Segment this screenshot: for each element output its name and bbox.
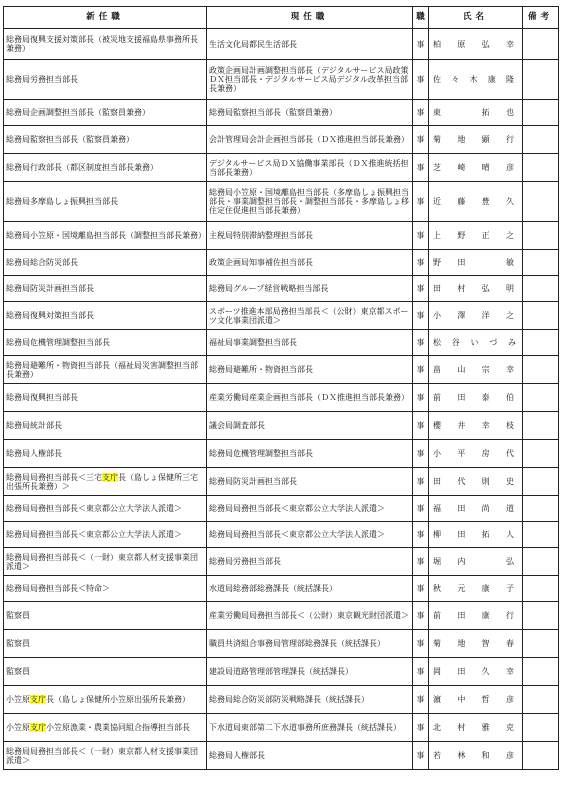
name-cell: 前田泰伯 — [429, 384, 523, 412]
table-row — [4, 250, 559, 276]
new-post-cell — [4, 686, 207, 714]
type-cell: 事 — [413, 686, 429, 714]
current-post-cell: 建設局道路管理部管理課長（統括課長） — [207, 658, 413, 686]
remarks-cell — [523, 576, 559, 602]
remarks-cell — [523, 302, 559, 330]
current-post-cell: デジタルサービス局ＤＸ協働事業部長（ＤＸ推進統括担当部長兼務） — [207, 154, 413, 182]
new-post-cell: 総務局労務担当部長 — [4, 60, 207, 100]
name-cell: 濵中哲彦 — [429, 686, 523, 714]
type-cell: 事 — [413, 630, 429, 658]
new-post-cell — [4, 714, 207, 742]
table-row — [4, 126, 559, 154]
table-row — [4, 686, 559, 714]
personnel-table-page — [3, 6, 558, 770]
name-cell: 畠山宗幸 — [429, 356, 523, 384]
new-post-cell: 総務局復興担当部長 — [4, 384, 207, 412]
remarks-cell — [523, 440, 559, 468]
name-cell: 北村雅克 — [429, 714, 523, 742]
table-row — [4, 440, 559, 468]
type-cell: 事 — [413, 658, 429, 686]
table-row — [4, 222, 559, 250]
table-row — [4, 154, 559, 182]
table-row — [4, 714, 559, 742]
current-post-cell: 下水道局東部第二下水道事務所庶務課長（統括課長） — [207, 714, 413, 742]
name-cell: 若林和彦 — [429, 742, 523, 770]
type-cell: 事 — [413, 330, 429, 356]
name-cell: 上野正之 — [429, 222, 523, 250]
table-row — [4, 302, 559, 330]
table-header-row — [4, 7, 559, 29]
table-row — [4, 384, 559, 412]
new-post-cell: 総務局復興支援対策部長（被災地支援福島県事務所長兼務） — [4, 29, 207, 60]
remarks-cell — [523, 154, 559, 182]
current-post-cell: 職員共済組合事務局管理部総務課長（統括課長） — [207, 630, 413, 658]
current-post-cell: 主税局特別滞納整理担当部長 — [207, 222, 413, 250]
table-row — [4, 29, 559, 60]
new-post-cell: 総務局総合防災部長 — [4, 250, 207, 276]
table-row — [4, 742, 559, 770]
current-post-cell: 産業労働局産業企画担当部長（ＤＸ推進担当部長兼務） — [207, 384, 413, 412]
new-post-cell: 総務局復興対策担当部長 — [4, 302, 207, 330]
remarks-cell — [523, 356, 559, 384]
new-post-cell: 総務局局務担当部長＜東京都公立大学法人派遣＞ — [4, 522, 207, 548]
name-cell: 野田 敏 — [429, 250, 523, 276]
highlighted-text: 支庁 — [30, 723, 46, 732]
name-cell: 東 拓也 — [429, 100, 523, 126]
new-post-cell: 総務局行政部長（都区制度担当部長兼務） — [4, 154, 207, 182]
name-cell: 田村弘明 — [429, 276, 523, 302]
remarks-cell — [523, 630, 559, 658]
type-cell: 事 — [413, 182, 429, 222]
remarks-cell — [523, 468, 559, 496]
current-post-cell: 総務局危機管理調整担当部長 — [207, 440, 413, 468]
current-post-cell: 生活文化局都民生活部長 — [207, 29, 413, 60]
remarks-cell — [523, 496, 559, 522]
table-row — [4, 496, 559, 522]
remarks-cell — [523, 548, 559, 576]
type-cell: 事 — [413, 154, 429, 182]
remarks-cell — [523, 742, 559, 770]
type-cell: 事 — [413, 126, 429, 154]
type-cell: 事 — [413, 496, 429, 522]
current-post-cell: 総務局労務担当部長 — [207, 548, 413, 576]
name-cell: 小平房代 — [429, 440, 523, 468]
table-row — [4, 602, 559, 630]
type-cell: 事 — [413, 602, 429, 630]
table-row — [4, 522, 559, 548]
name-cell: 芝崎晴彦 — [429, 154, 523, 182]
new-post-cell: 総務局監察担当部長（監察員兼務） — [4, 126, 207, 154]
type-cell: 事 — [413, 100, 429, 126]
current-post-cell: 総務局小笠原・国境離島担当部長（多摩島しょ振興担当部長・事業調整担当部長・調整担当部長・多摩島しょ移住定住促進担当部長兼務） — [207, 182, 413, 222]
current-post-cell: 政策企画局知事補佐担当部長 — [207, 250, 413, 276]
type-cell: 事 — [413, 250, 429, 276]
remarks-cell — [523, 182, 559, 222]
current-post-cell: 福祉局事業調整担当部長 — [207, 330, 413, 356]
current-post-cell: 総務局監察担当部長（監察員兼務） — [207, 100, 413, 126]
new-post-cell: 総務局小笠原・国境離島担当部長（調整担当部長兼務） — [4, 222, 207, 250]
type-cell: 事 — [413, 356, 429, 384]
current-post-cell: 総務局人権部長 — [207, 742, 413, 770]
highlighted-text: 支庁 — [102, 472, 118, 482]
new-post-text: 小笠原 — [6, 695, 30, 704]
type-cell: 事 — [413, 384, 429, 412]
name-cell: 田代則史 — [429, 468, 523, 496]
remarks-cell — [523, 29, 559, 60]
table-row — [4, 658, 559, 686]
new-post-cell: 監察員 — [4, 630, 207, 658]
current-post-cell: 議会局調査部長 — [207, 412, 413, 440]
new-post-cell: 総務局防災計画担当部長 — [4, 276, 207, 302]
name-cell: 柳田拓人 — [429, 522, 523, 548]
current-post-cell: 総務局局務担当部長＜東京都公立大学法人派遣＞ — [207, 496, 413, 522]
table-row — [4, 630, 559, 658]
remarks-cell — [523, 602, 559, 630]
name-cell: 佐々木康隆 — [429, 60, 523, 100]
table-row — [4, 548, 559, 576]
new-post-cell: 総務局危機管理調整担当部長 — [4, 330, 207, 356]
new-post-cell: 総務局局務担当部長＜（一財）東京都人材支援事業団派遣＞ — [4, 742, 207, 770]
type-cell: 事 — [413, 440, 429, 468]
current-post-cell: 総務局防災計画担当部長 — [207, 468, 413, 496]
header-name: 氏名 — [429, 7, 523, 29]
table-row — [4, 330, 559, 356]
type-cell: 事 — [413, 742, 429, 770]
remarks-cell — [523, 60, 559, 100]
current-post-cell: 会計管理局会計企画担当部長（ＤＸ推進担当部長兼務） — [207, 126, 413, 154]
remarks-cell — [523, 384, 559, 412]
current-post-cell: スポーツ推進本部局務担当部長＜（公財）東京都スポーツ文化事業団派遣＞ — [207, 302, 413, 330]
table-row — [4, 60, 559, 100]
highlighted-text: 支庁 — [30, 695, 46, 704]
type-cell: 事 — [413, 714, 429, 742]
new-post-cell: 監察員 — [4, 602, 207, 630]
type-cell: 事 — [413, 412, 429, 440]
table-row — [4, 100, 559, 126]
table-row — [4, 576, 559, 602]
current-post-cell: 総務局局務担当部長＜東京都公立大学法人派遣＞ — [207, 522, 413, 548]
type-cell: 事 — [413, 276, 429, 302]
name-cell: 福田尚道 — [429, 496, 523, 522]
name-cell: 前田康行 — [429, 602, 523, 630]
new-post-text: 小笠原 — [6, 723, 30, 732]
current-post-cell: 水道局総務部総務課長（統括課長） — [207, 576, 413, 602]
remarks-cell — [523, 276, 559, 302]
name-cell: 堀内 弘 — [429, 548, 523, 576]
name-cell: 菊地智春 — [429, 630, 523, 658]
header-remarks: 備考 — [523, 7, 559, 29]
remarks-cell — [523, 714, 559, 742]
remarks-cell — [523, 126, 559, 154]
type-cell: 事 — [413, 29, 429, 60]
name-cell: 小澤洋之 — [429, 302, 523, 330]
new-post-cell: 総務局統計部長 — [4, 412, 207, 440]
new-post-cell: 総務局避難所・物資担当部長（福祉局災害調整担当部長兼務） — [4, 356, 207, 384]
name-cell: 柏原弘幸 — [429, 29, 523, 60]
table-row — [4, 276, 559, 302]
header-current-post: 現任職 — [207, 7, 413, 29]
remarks-cell — [523, 250, 559, 276]
remarks-cell — [523, 100, 559, 126]
current-post-cell: 総務局避難所・物資担当部長 — [207, 356, 413, 384]
header-type: 職 — [413, 7, 429, 29]
new-post-cell: 総務局人権部長 — [4, 440, 207, 468]
current-post-cell: 産業労働局局務担当部長＜（公財）東京観光財団派遣＞ — [207, 602, 413, 630]
name-cell: 岡田久幸 — [429, 658, 523, 686]
remarks-cell — [523, 658, 559, 686]
name-cell: 松谷いづみ — [429, 330, 523, 356]
type-cell: 事 — [413, 576, 429, 602]
remarks-cell — [523, 330, 559, 356]
current-post-cell: 総務局グループ経営戦略担当部長 — [207, 276, 413, 302]
new-post-cell: 総務局多摩島しょ振興担当部長 — [4, 182, 207, 222]
new-post-cell: 総務局局務担当部長＜（一財）東京都人材支援事業団派遣＞ — [4, 548, 207, 576]
new-post-cell: 総務局局務担当部長＜東京都公立大学法人派遣＞ — [4, 496, 207, 522]
type-cell: 事 — [413, 522, 429, 548]
header-new-post: 新任職 — [4, 7, 207, 29]
new-post-text: 長（島しょ保健所小笠原出張所長兼務） — [46, 695, 190, 704]
new-post-text: 総務局局務担当部長＜三宅 — [6, 472, 102, 482]
type-cell: 事 — [413, 468, 429, 496]
type-cell: 事 — [413, 548, 429, 576]
new-post-cell: 総務局局務担当部長＜特命＞ — [4, 576, 207, 602]
name-cell: 菊地顕行 — [429, 126, 523, 154]
remarks-cell — [523, 686, 559, 714]
name-cell: 秋元康子 — [429, 576, 523, 602]
type-cell: 事 — [413, 222, 429, 250]
new-post-text: 長（島しょ保健所三宅出張所長兼務）＞ — [6, 472, 198, 491]
remarks-cell — [523, 222, 559, 250]
remarks-cell — [523, 522, 559, 548]
new-post-cell: 監察員 — [4, 658, 207, 686]
type-cell: 事 — [413, 302, 429, 330]
type-cell: 事 — [413, 60, 429, 100]
table-row — [4, 412, 559, 440]
personnel-table — [3, 6, 559, 770]
new-post-cell: 総務局企画調整担当部長（監察員兼務） — [4, 100, 207, 126]
table-row — [4, 468, 559, 496]
name-cell: 近藤豊久 — [429, 182, 523, 222]
current-post-cell: 総務局総合防災部防災戦略課長（統括課長） — [207, 686, 413, 714]
table-row — [4, 182, 559, 222]
new-post-text: 小笠原漁業・農業協同組合指導担当部長 — [46, 723, 190, 732]
table-row — [4, 356, 559, 384]
new-post-cell — [4, 468, 207, 496]
current-post-cell: 政策企画局計画調整担当部長（デジタルサービス局政策ＤＸ担当部長・デジタルサービス局デジタル改革担当部長兼務） — [207, 60, 413, 100]
name-cell: 櫻井幸枝 — [429, 412, 523, 440]
remarks-cell — [523, 412, 559, 440]
